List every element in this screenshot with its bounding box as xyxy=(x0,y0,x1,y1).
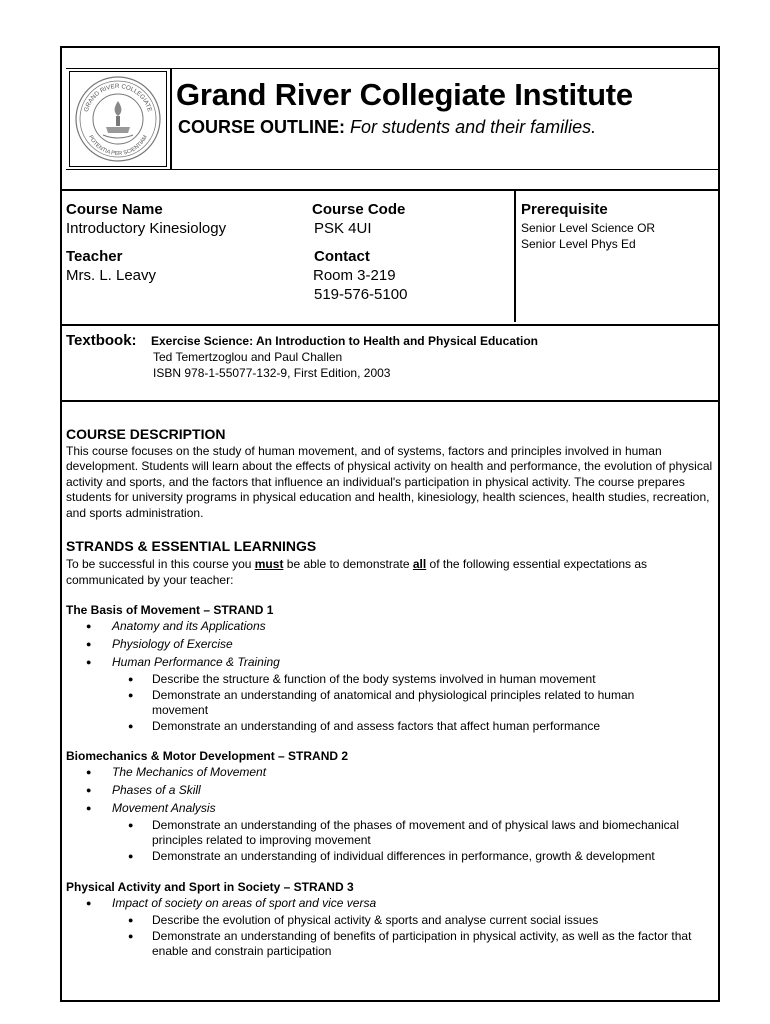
textbook-authors: Ted Temertzoglou and Paul Challen xyxy=(153,350,343,364)
expectation-text: ● Demonstrate an understanding of and assess factors that affect human performance xyxy=(152,719,601,733)
svg-text:GRAND RIVER COLLEGIATE: GRAND RIVER COLLEGIATE xyxy=(82,82,154,113)
strand-1-expectation xyxy=(128,672,596,687)
school-crest-icon xyxy=(73,75,163,163)
school-name: Grand River Collegiate Institute xyxy=(176,77,633,112)
outline-audience: For students and their families. xyxy=(345,117,597,137)
course-code-label: Course Code xyxy=(312,201,406,218)
prerequisite-label: Prerequisite xyxy=(521,201,608,218)
textbook-isbn: ISBN 978-1-55077-132-9, First Edition, 2003 xyxy=(153,366,391,380)
strands-intro-line-2: communicated by your teacher: xyxy=(66,573,234,587)
strand-2-expectation xyxy=(128,818,718,849)
intro-text-b: be able to demonstrate xyxy=(283,557,413,571)
teacher-name: Mrs. L. Leavy xyxy=(66,267,157,284)
strand-2-title: Biomechanics & Motor Development – STRAND 2 xyxy=(66,749,349,763)
course-info-box xyxy=(62,189,718,326)
topic-text: Human Performance & Training xyxy=(112,655,280,669)
outline-label: COURSE OUTLINE: xyxy=(178,117,346,137)
prerequisite-line-2: Senior Level Phys Ed xyxy=(521,237,636,251)
expectation-text: ● Describe the evolution of physical activity & sports and analyse current social issues xyxy=(152,913,599,927)
strand-1-expectation xyxy=(128,719,600,734)
strand-2-expectation xyxy=(128,849,655,864)
school-logo xyxy=(69,71,167,167)
header-divider xyxy=(170,69,172,169)
strands-heading: STRANDS & ESSENTIAL LEARNINGS xyxy=(66,538,317,554)
topic-text: Impact of society on areas of sport and vice versa xyxy=(112,896,377,910)
course-name-label: Course Name xyxy=(66,201,163,218)
header xyxy=(66,68,718,170)
course-description-text: This course focuses on the study of human movement, and of systems, factors and principles involved in human development. Students will learn about the effects of physical activity on health and performance, the evolution of physical activity and sports, and the factors that influence an individual's participation in physical activity. The course prepares students for university programs in physical education and health, kinesiology, health sciences, health studies, recreation, and sports administration. xyxy=(66,444,713,520)
strand-1-title: The Basis of Movement – STRAND 1 xyxy=(66,603,274,617)
topic-text: The Mechanics of Movement xyxy=(112,765,267,779)
course-outline-page xyxy=(60,46,720,1002)
expectation-text: ● Demonstrate an understanding of benefits of participation in physical activity, as well as the factor that enable and constrain participation xyxy=(152,929,692,959)
expectation-text: ● Describe the structure & function of the body systems involved in human movement xyxy=(152,672,596,686)
prerequisite-line-1: Senior Level Science OR xyxy=(521,221,656,235)
expectation-text: ● Demonstrate an understanding of anatomical and physiological principles related to human movement xyxy=(152,688,635,718)
strand-3-expectation xyxy=(128,913,598,928)
topic-text: Physiology of Exercise xyxy=(112,637,233,651)
textbook-label: Textbook: xyxy=(66,332,137,349)
strands-intro-line-1 xyxy=(66,557,647,571)
svg-text:POTENTIA PER SCIENTIAM: POTENTIA PER SCIENTIAM xyxy=(87,134,149,158)
intro-text-c: of the following essential expectations as xyxy=(426,557,648,571)
course-code: PSK 4UI xyxy=(314,220,372,237)
textbook-section xyxy=(62,322,718,402)
intro-text-a: To be successful in this course you xyxy=(66,557,255,571)
contact-room: Room 3-219 xyxy=(313,267,396,284)
teacher-label: Teacher xyxy=(66,248,123,265)
topic-text: Anatomy and its Applications xyxy=(112,619,266,633)
strand-3-expectation xyxy=(128,929,718,960)
course-description-heading: COURSE DESCRIPTION xyxy=(66,426,226,442)
expectation-text: ● Demonstrate an understanding of individual differences in performance, growth & development xyxy=(152,849,655,863)
strand-3-title: Physical Activity and Sport in Society – STRAND 3 xyxy=(66,880,354,894)
contact-phone: 519-576-5100 xyxy=(314,286,408,303)
strand-1-expectation xyxy=(128,688,648,719)
course-outline-subtitle xyxy=(178,117,596,138)
info-divider xyxy=(514,191,516,322)
topic-text: Movement Analysis xyxy=(112,801,216,815)
textbook-title: Exercise Science: An Introduction to Health and Physical Education xyxy=(151,334,538,348)
expectation-text: ● Demonstrate an understanding of the phases of movement and of physical laws and biomechanical principles related to improving movement xyxy=(152,818,679,848)
course-name: Introductory Kinesiology xyxy=(66,220,227,237)
contact-label: Contact xyxy=(314,248,370,265)
intro-emphasis-must: must xyxy=(254,557,284,571)
intro-emphasis-all: all xyxy=(412,557,427,571)
topic-text: Phases of a Skill xyxy=(112,783,201,797)
